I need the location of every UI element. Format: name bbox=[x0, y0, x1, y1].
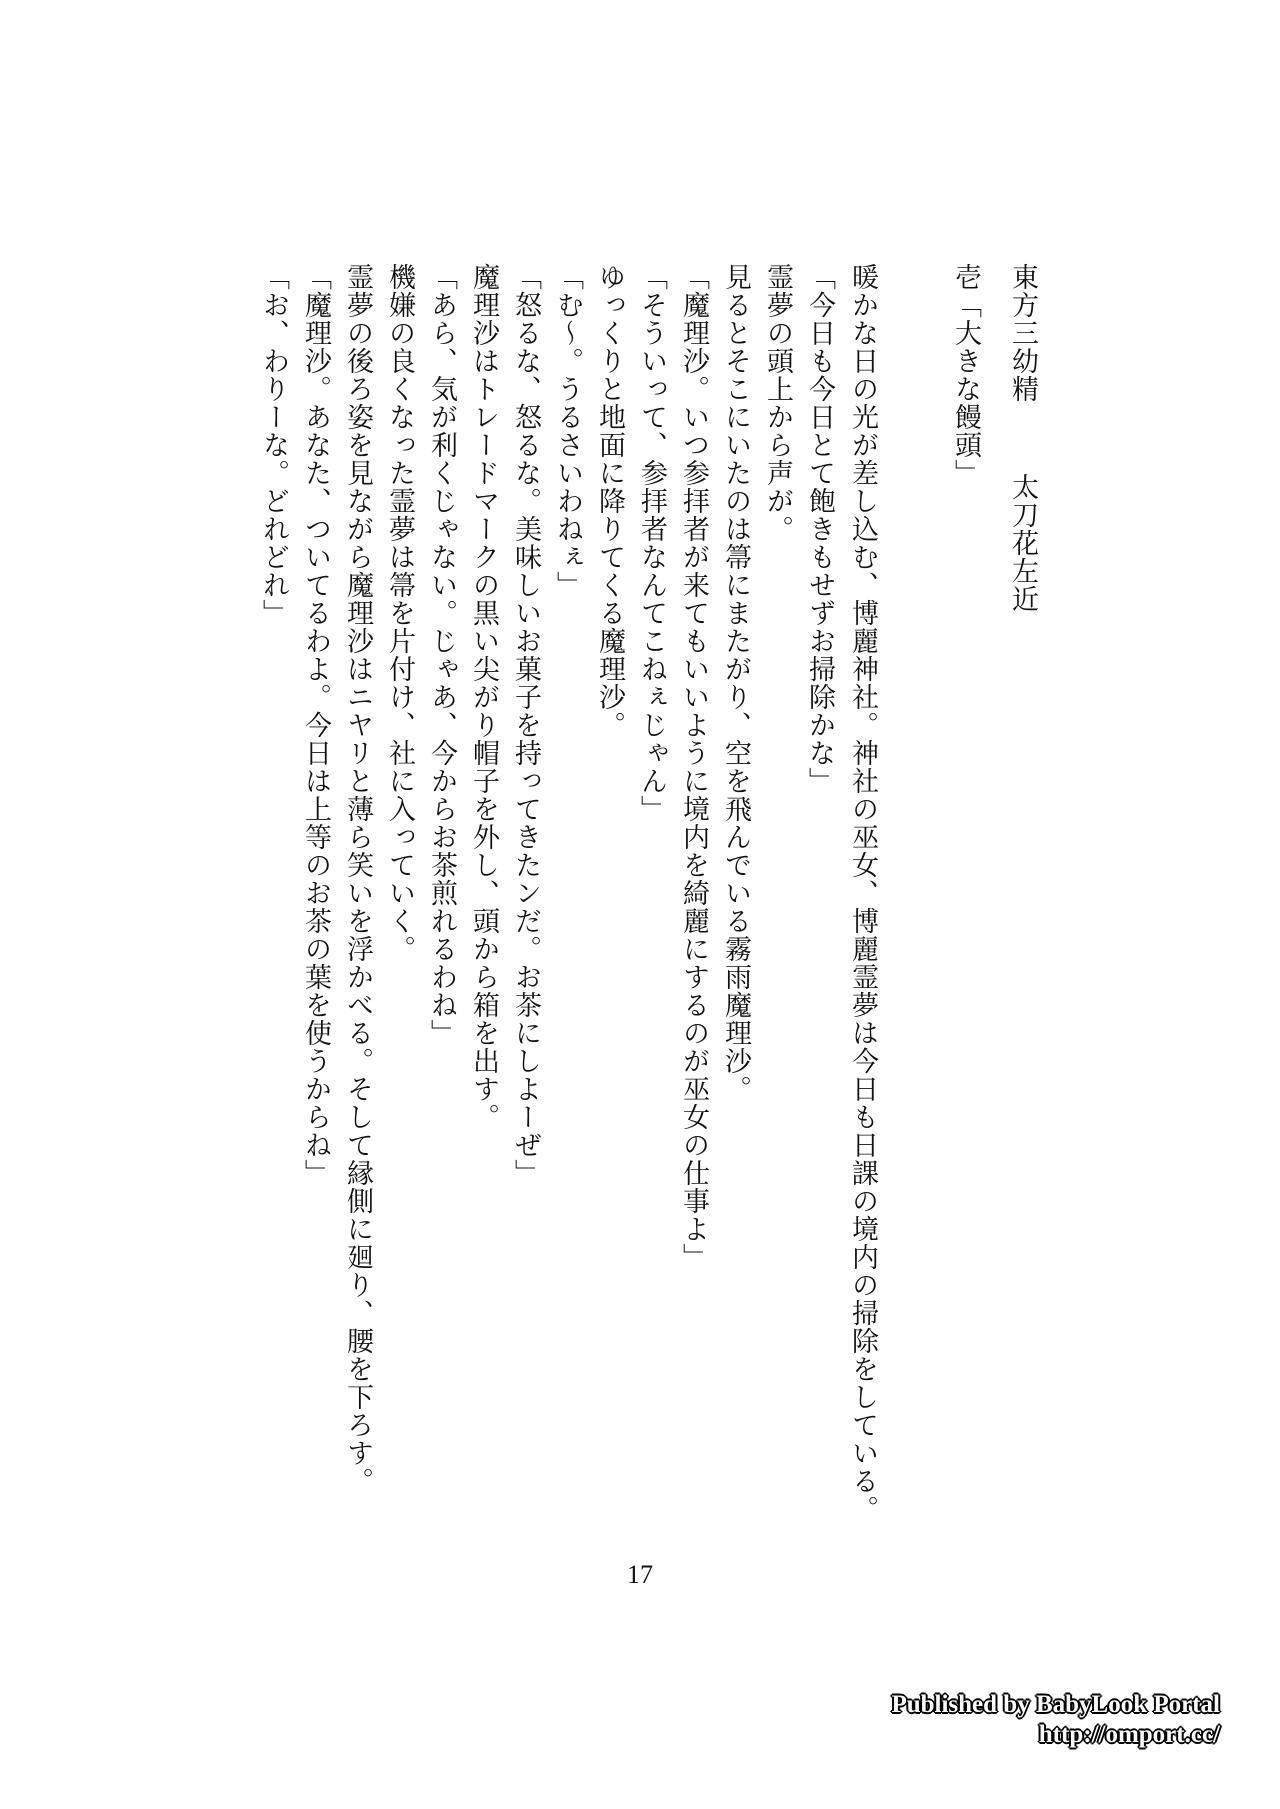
text-line: 霊夢の頭上から声が。 bbox=[762, 263, 793, 543]
publisher-name: Published by BabyLook Portal bbox=[891, 1691, 1220, 1718]
text-line: 「魔理沙。いつ参拝者が来てもいいように境内を綺麗にするのが巫女の仕事よ」 bbox=[678, 263, 709, 1271]
page-number: 17 bbox=[627, 1560, 653, 1589]
author-name: 太刀花左近 bbox=[1007, 473, 1038, 613]
publisher-watermark bbox=[891, 1690, 1220, 1750]
chapter-title: 壱「大きな饅頭」 bbox=[950, 263, 981, 487]
text-line: 暖かな日の光が差し込む、博麗神社。神社の巫女、博麗霊夢は今日も日課の境内の掃除をしている。 bbox=[847, 263, 878, 1523]
series-title: 東方三幼精 bbox=[1007, 263, 1038, 403]
text-line: 見るとそこにいたのは箒にまたがり、空を飛んでいる霧雨魔理沙。 bbox=[720, 263, 751, 1103]
text-line: 「あら、気が利くじゃない。じゃあ、今からお茶煎れるわね」 bbox=[426, 263, 457, 1047]
text-line: 機嫌の良くなった霊夢は箒を片付け、社に入っていく。 bbox=[384, 263, 415, 963]
text-line: 「今日も今日とて飽きもせずお掃除かな」 bbox=[804, 263, 835, 795]
text-line: ゆっくりと地面に降りてくる魔理沙。 bbox=[594, 263, 625, 739]
text-line: 「魔理沙。あなた、ついてるわよ。今日は上等のお茶の葉を使うからね」 bbox=[300, 263, 331, 1187]
text-line: 「そういって、参拝者なんてこねぇじゃん」 bbox=[636, 263, 667, 823]
text-line: 魔理沙はトレードマークの黒い尖がり帽子を外し、頭から箱を出す。 bbox=[468, 263, 499, 1131]
publisher-url: http://omport.cc/ bbox=[1038, 1721, 1220, 1748]
text-line: 「お、わりーな。どれどれ」 bbox=[258, 263, 289, 627]
title-block bbox=[1005, 263, 1039, 613]
text-line: 「む～。うるさいわねぇ」 bbox=[552, 263, 583, 599]
text-line: 霊夢の後ろ姿を見ながら魔理沙はニヤリと薄ら笑いを浮かべる。そして縁側に廻り、腰を下ろす。 bbox=[342, 263, 373, 1495]
text-line: 「怒るな、怒るな。美味しいお菓子を持ってきたンだ。お茶にしよーぜ」 bbox=[510, 263, 541, 1187]
